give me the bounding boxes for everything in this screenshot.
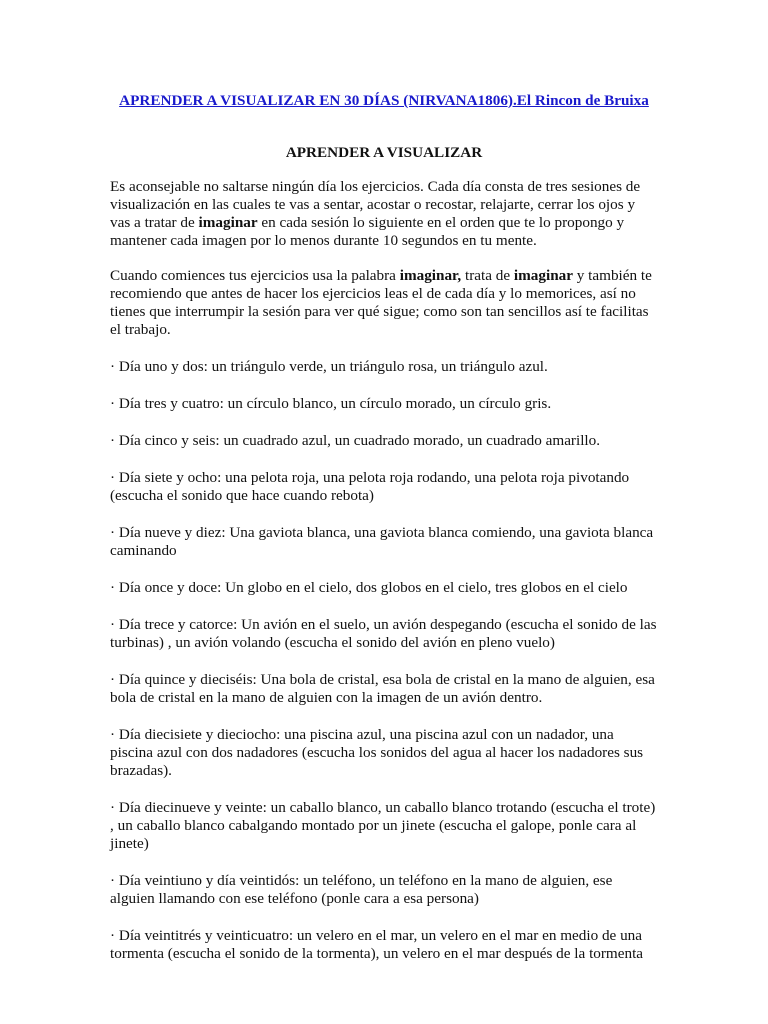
- intro2-text-3: y también te recomiendo que antes de hacer los ejercicios leas el de cada día y lo memorices, así no tienes que interrumpir la sesión para ver qué sigue; como son tan sencillos así te facilitas el trabajo.: [110, 267, 652, 338]
- day-item: · Día tres y cuatro: un círculo blanco, un círculo morado, un círculo gris.: [110, 395, 552, 412]
- day-item: · Día diecinueve y veinte: un caballo blanco, un caballo blanco trotando (escucha el trote) , un caballo blanco cabalgando montado por un jinete (escucha el galope, ponle cara al jinete): [110, 799, 656, 852]
- day-item: · Día siete y ocho: una pelota roja, una pelota roja rodando, una pelota roja pivotando (escucha el sonido que hace cuando rebota): [110, 469, 630, 504]
- day-item: · Día diecisiete y dieciocho: una piscina azul, una piscina azul con un nadador, una piscina azul con dos nadadores (escucha los sonidos del agua al hacer los nadadores sus brazadas).: [110, 726, 644, 779]
- intro-paragraph-1: [110, 178, 658, 250]
- day-item: · Día once y doce: Un globo en el cielo, dos globos en el cielo, tres globos en el cielo: [110, 579, 628, 596]
- intro1-text-2: en cada sesión lo siguiente en el orden que te lo propongo y mantener cada imagen por lo menos durante 10 segundos en tu mente.: [110, 214, 625, 249]
- intro2-text-2: trata de: [461, 267, 514, 284]
- day-item: · Día nueve y diez: Una gaviota blanca, una gaviota blanca comiendo, una gaviota blanca caminando: [110, 524, 654, 559]
- intro-paragraph-2: [110, 267, 658, 339]
- intro2-bold-1: imaginar,: [399, 267, 462, 284]
- day-item: · Día uno y dos: un triángulo verde, un triángulo rosa, un triángulo azul.: [110, 358, 548, 375]
- day-item: · Día veintitrés y veinticuatro: un velero en el mar, un velero en el mar en medio de una tormenta (escucha el sonido de la tormenta), un velero en el mar después de la tormenta: [110, 927, 644, 962]
- day-item: · Día cinco y seis: un cuadrado azul, un cuadrado morado, un cuadrado amarillo.: [110, 432, 601, 449]
- intro1-text-1: Es aconsejable no saltarse ningún día los ejercicios. Cada día consta de tres sesiones de visualización en las cuales te vas a sentar, acostar o recostar, relajarte, cerrar los ojos y vas a tratar de: [110, 178, 641, 231]
- intro1-bold-1: imaginar: [198, 214, 258, 231]
- day-item: · Día quince y dieciséis: Una bola de cristal, esa bola de cristal en la mano de alguien, esa bola de cristal en la mano de alguien con la imagen de un avión dentro.: [110, 671, 655, 706]
- section-heading: APRENDER A VISUALIZAR: [285, 144, 483, 161]
- document-title-link[interactable]: APRENDER A VISUALIZAR EN 30 DÍAS (NIRVANA1806).El Rincon de Bruixa: [119, 92, 649, 109]
- document-page: [110, 92, 658, 963]
- intro2-text-1: Cuando comiences tus ejercicios usa la palabra: [110, 267, 400, 284]
- intro2-bold-2: imaginar: [513, 267, 573, 284]
- day-item: · Día veintiuno y día veintidós: un teléfono, un teléfono en la mano de alguien, ese alguien llamando con ese teléfono (ponle cara a esa persona): [110, 872, 613, 907]
- day-item: · Día trece y catorce: Un avión en el suelo, un avión despegando (escucha el sonido de las turbinas) , un avión volando (escucha el sonido del avión en pleno vuelo): [110, 616, 657, 651]
